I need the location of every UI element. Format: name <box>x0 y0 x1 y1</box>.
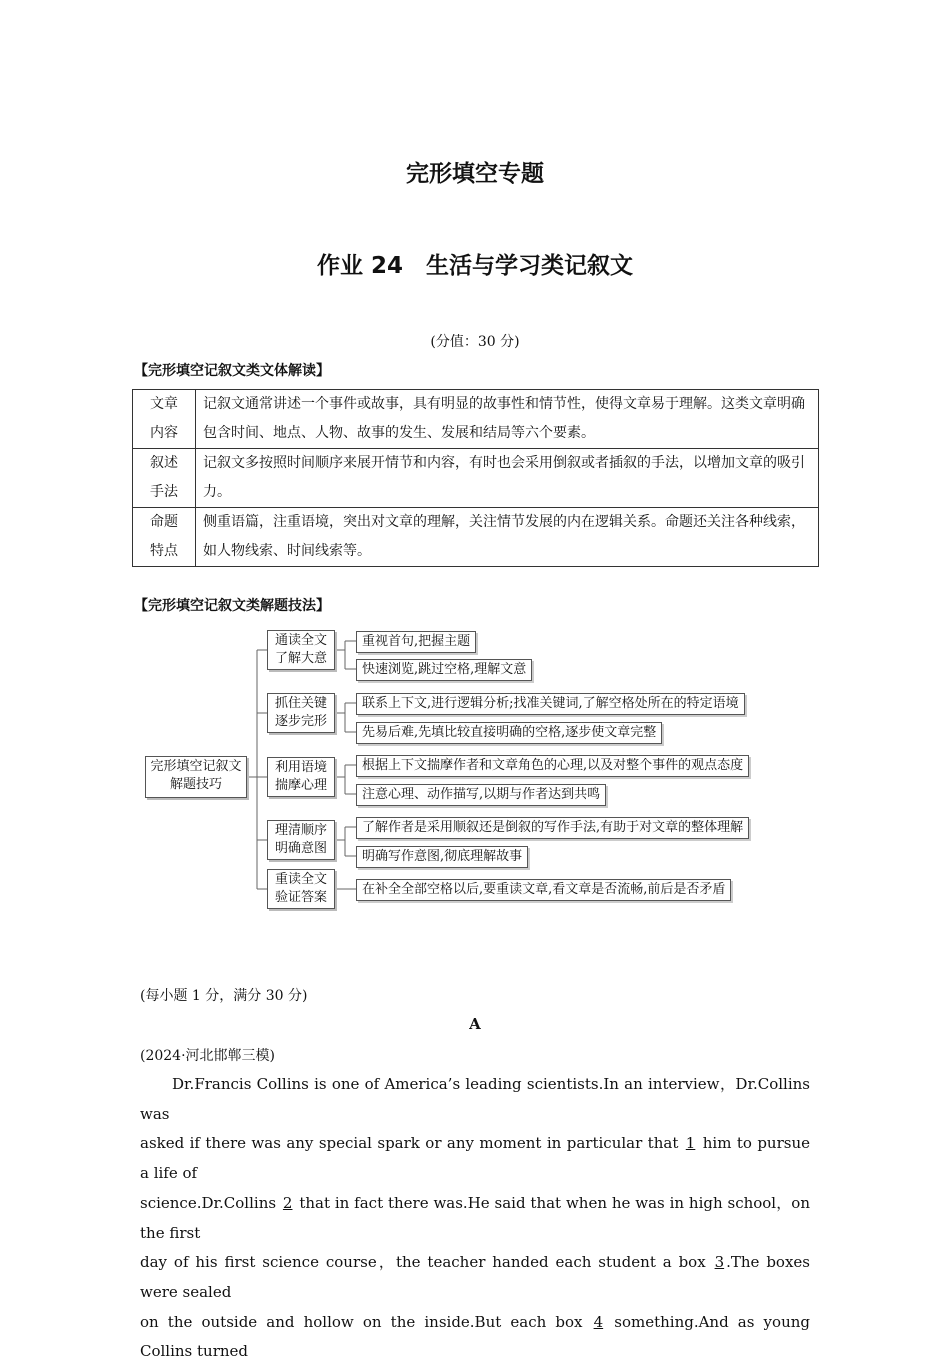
row-label: 叙述 手法 <box>133 449 196 508</box>
passage-line: science.Dr.Collins 2 that in fact there was.He said that when he was in high school，on the first <box>140 1193 810 1242</box>
mindmap-branch: 抓住关键 逐步完形 <box>267 693 335 733</box>
row-text: 记叙文多按照时间顺序来展开情节和内容，有时也会采用倒叙或者插叙的手法，以增加文章的吸引力。 <box>196 449 819 508</box>
mindmap-branch: 通读全文 了解大意 <box>267 630 335 670</box>
mindmap-leaf: 了解作者是采用顺叙还是倒叙的写作手法,有助于对文章的整体理解 <box>356 817 749 839</box>
mindmap-leaf: 明确写作意图,彻底理解故事 <box>356 846 528 868</box>
passage-line: on the outside and hollow on the inside.But each box 4 something.And as young Collins turned <box>140 1312 810 1361</box>
mindmap-branch: 重读全文 验证答案 <box>267 869 335 909</box>
passage-text <box>140 1070 810 1367</box>
mindmap-leaf: 根据上下文揣摩作者和文章角色的心理,以及对整个事件的观点态度 <box>356 755 749 777</box>
mindmap-root: 完形填空记叙文 解题技巧 <box>145 756 247 798</box>
mindmap-branch: 理清顺序 明确意图 <box>267 820 335 860</box>
row-text: 记叙文通常讲述一个事件或故事，具有明显的故事性和情节性，使得文章易于理解。这类文章明确包含时间、地点、人物、故事的发生、发展和结局等六个要素。 <box>196 390 819 449</box>
passage-line: asked if there was any special spark or any moment in particular that 1 him to pursue a life of <box>140 1134 810 1183</box>
blank-4[interactable]: 4 <box>593 1312 604 1331</box>
mindmap-leaf: 联系上下文,进行逻辑分析;找准关键词,了解空格处所在的特定语境 <box>356 693 745 715</box>
interpretation-heading: 【完形填空记叙文类文体解读】 <box>134 363 330 379</box>
section-title: 完形填空专题 <box>406 161 544 187</box>
score-note: (分值：30 分) <box>430 334 520 350</box>
mindmap-leaf: 注意心理、动作描写,以期与作者达到共鸣 <box>356 784 606 806</box>
assignment-title: 作业 24 生活与学习类记叙文 <box>316 253 633 279</box>
passage-line: day of his first science course，the teacher handed each student a box 3 .The boxes were sealed <box>140 1253 810 1301</box>
mindmap-leaf: 快速浏览,跳过空格,理解文意 <box>356 659 532 681</box>
mindmap-branch: 利用语境 揣摩心理 <box>267 757 335 797</box>
passage-source: (2024·河北邯郸三模) <box>140 1048 276 1064</box>
mindmap-leaf: 在补全全部空格以后,要重读文章,看文章是否流畅,前后是否矛盾 <box>356 879 731 901</box>
skills-heading: 【完形填空记叙文类解题技法】 <box>134 598 330 614</box>
passage-line: Dr.Francis Collins is one of America’s leading scientists.In an interview，Dr.Collins was <box>140 1075 810 1123</box>
row-label: 命题 特点 <box>133 508 196 567</box>
scoring-note: (每小题 1 分，满分 30 分) <box>140 988 308 1004</box>
blank-2[interactable]: 2 <box>282 1193 293 1212</box>
blank-3[interactable]: 3 <box>714 1253 725 1272</box>
blank-1[interactable]: 1 <box>685 1134 696 1153</box>
passage-label: A <box>469 1015 481 1033</box>
row-text: 侧重语篇，注重语境，突出对文章的理解，关注情节发展的内在逻辑关系。命题还关注各种线索，如人物线索、时间线索等。 <box>196 508 819 567</box>
mindmap-leaf: 重视首句,把握主题 <box>356 631 476 653</box>
mindmap-leaf: 先易后难,先填比较直接明确的空格,逐步使文章完整 <box>356 722 662 744</box>
row-label: 文章 内容 <box>133 390 196 449</box>
